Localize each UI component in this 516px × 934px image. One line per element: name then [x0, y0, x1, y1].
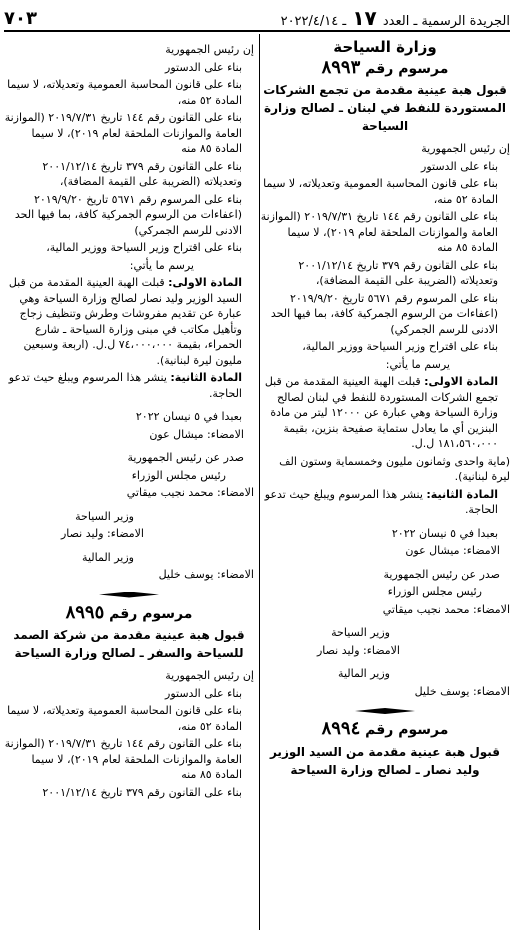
decree-title: قبول هبة عينية مقدمة من شركة الصمد للسياحة والسفر ـ لصالح وزارة السياحة — [13, 628, 245, 660]
article-one — [260, 374, 510, 452]
article-text: ينشر هذا المرسوم ويبلغ حيث تدعو الحاجة. — [264, 487, 498, 516]
tourism-minister-signature: الامضاء: وليد نصار — [316, 643, 400, 657]
finance-minister-signature: الامضاء: يوسف خليل — [414, 684, 510, 698]
article-text: قبلت الهبة العينية المقدمة من قبل السيد الوزير وليد نصار لصالح وزارة السياحة وهي عبارة عن تقديم مفروشات وطرش وتنظيف زجاج وتأهيل مكاتب في مبنى وزارة السياحة ـ شارع الحمراء، بقيمة ٧٤،٠٠٠،٠٠٠ ل.ل. (اربعة وسبعين مليون ليرة لبنانية). — [8, 276, 242, 367]
preamble-line: إن رئيس الجمهورية — [165, 43, 254, 56]
decree-number: ٨٩٩٥ — [65, 601, 105, 623]
issued-by: صدر عن رئيس الجمهورية — [127, 451, 244, 464]
article-two — [260, 487, 510, 518]
decree-number-8994 — [260, 718, 510, 739]
article-label: المادة الاولى: — [168, 276, 242, 289]
preamble-line: بناء على المرسوم رقم ٥٦٧١ تاريخ ٢٠١٩/٩/٢٠ (اعفاءات من الرسوم الجمركية كافة، بما فيها الحد الادنى للرسم الجمركي) — [14, 192, 242, 237]
running-title — [281, 6, 510, 30]
decree-label: مرسوم رقم — [365, 722, 449, 738]
preamble-line: بناء على القانون رقم ٣٧٩ تاريخ ٢٠٠١/١٢/١٤ — [42, 785, 242, 799]
tourism-minister-title: وزير السياحة — [75, 509, 134, 523]
decree-label: مرسوم رقم — [109, 605, 193, 622]
signing-date: بعبدا في ٥ نيسان ٢٠٢٢ — [135, 410, 242, 423]
article-amount-words: (ماية واحدى وثمانون مليون وخمسماية وستون الف ليرة لبنانية). — [279, 454, 510, 483]
finance-minister-signature: الامضاء: يوسف خليل — [158, 568, 254, 581]
preamble-line: إن رئيس الجمهورية — [165, 669, 254, 682]
section-separator — [99, 591, 159, 599]
article-label: المادة الثانية: — [426, 487, 498, 501]
article-two — [4, 370, 254, 401]
issue-number: ١٧ — [352, 6, 377, 30]
preamble-line: بناء على اقتراح وزير السياحة ووزير المالية، — [46, 241, 242, 254]
issue-date: ـ ٢٠٢٢/٤/١٤ — [280, 14, 347, 29]
decrees-line: يرسم ما يأتي: — [129, 258, 194, 272]
pm-title: رئيس مجلس الوزراء — [131, 468, 226, 482]
section-separator — [355, 707, 415, 715]
preamble-line: بناء على القانون رقم ٣٧٩ تاريخ ٢٠٠١/١٢/١٤ وتعديلاته (الضريبة على القيمة المضافة)، — [298, 258, 498, 287]
decree-title: قبول هبة عينية مقدمة من تجمع الشركات المستوردة للنفط في لبنان ـ لصالح وزارة السياحة — [263, 83, 507, 133]
page-number: ٧٠٣ — [4, 7, 37, 29]
preamble-line: بناء على الدستور — [421, 159, 498, 173]
article-one — [4, 275, 254, 368]
president-signature: الامضاء: ميشال عون — [149, 427, 244, 441]
preamble-line: إن رئيس الجمهورية — [421, 142, 510, 155]
article-label: المادة الثانية: — [170, 371, 242, 384]
preamble-line: بناء على قانون المحاسبة العمومية وتعديلاته، لا سيما المادة ٥٢ منه، — [7, 78, 242, 107]
preamble-line: بناء على قانون المحاسبة العمومية وتعديلاته، لا سيما المادة ٥٢ منه، — [7, 704, 242, 733]
decree-number-8995 — [4, 601, 254, 623]
left-column — [4, 34, 254, 802]
article-text: قبلت الهبة العينية المقدمة من قبل تجمع الشركات المستوردة للنفط في لبنان لصالح وزارة السياحة وهي عبارة عن ١٢٠٠٠ ليتر من مادة البنزين أي ما يعادل ستماية صفيحة بنزين، بقيمة ١٨١،٥٦٠،٠٠٠ ل.ل. — [264, 375, 498, 450]
article-label: المادة الاولى: — [424, 375, 498, 388]
finance-minister-title: وزير المالية — [338, 667, 390, 680]
preamble-line: بناء على القانون رقم ٣٧٩ تاريخ ٢٠٠١/١٢/١٤ وتعديلاته (الضريبة على القيمة المضافة)، — [42, 159, 242, 188]
preamble-line: بناء على قانون المحاسبة العمومية وتعديلاته، لا سيما المادة ٥٢ منه، — [263, 177, 498, 206]
decree-label: مرسوم رقم — [365, 60, 449, 77]
preamble-line: بناء على القانون رقم ١٤٤ تاريخ ٢٠١٩/٧/٣١ (الموازنة العامة والموازنات الملحقة لعام ٢٠١٩)، لا سيما المادة ٨٥ منه — [4, 111, 242, 155]
tourism-minister-signature: الامضاء: وليد نصار — [60, 527, 144, 540]
preamble-line: بناء على القانون رقم ١٤٤ تاريخ ٢٠١٩/٧/٣١ (الموازنة العامة والموازنات الملحقة لعام ٢٠١٩)، لا سيما المادة ٨٥ منه — [260, 210, 498, 254]
preamble-line: بناء على اقتراح وزير السياحة ووزير المالية، — [302, 340, 498, 353]
page-header — [4, 6, 510, 32]
decree-number: ٨٩٩٣ — [321, 56, 361, 78]
right-column — [260, 34, 510, 785]
decrees-line: يرسم ما يأتي: — [385, 357, 450, 371]
gazette-title: الجريدة الرسمية ـ العدد — [382, 14, 510, 29]
decree-number-8993 — [260, 56, 510, 78]
tourism-minister-title: وزير السياحة — [331, 626, 390, 639]
decree-title: قبول هبة عينية مقدمة من السيد الوزير وليد نصار ـ لصالح وزارة السياحة — [269, 744, 501, 777]
finance-minister-title: وزير المالية — [82, 550, 134, 564]
issued-by: صدر عن رئيس الجمهورية — [383, 567, 500, 581]
signing-date: بعبدا في ٥ نيسان ٢٠٢٢ — [391, 526, 498, 540]
president-signature: الامضاء: ميشال عون — [405, 544, 500, 557]
preamble-line: بناء على الدستور — [165, 60, 242, 74]
preamble-line: بناء على المرسوم رقم ٥٦٧١ تاريخ ٢٠١٩/٩/٢٠ (اعفاءات من الرسوم الجمركية كافة، بما فيها الحد الادنى للرسم الجمركي) — [270, 291, 498, 336]
pm-title: رئيس مجلس الوزراء — [387, 585, 482, 598]
ministry-heading: وزارة السياحة — [333, 38, 437, 56]
article-text: ينشر هذا المرسوم ويبلغ حيث تدعو الحاجة. — [8, 371, 242, 400]
pm-signature: الامضاء: محمد نجيب ميقاتي — [126, 486, 254, 499]
decree-number: ٨٩٩٤ — [321, 718, 361, 739]
pm-signature: الامضاء: محمد نجيب ميقاتي — [382, 602, 510, 616]
preamble-line: بناء على الدستور — [165, 686, 242, 700]
preamble-line: بناء على القانون رقم ١٤٤ تاريخ ٢٠١٩/٧/٣١ (الموازنة العامة والموازنات الملحقة لعام ٢٠١٩)، لا سيما المادة ٨٥ منه — [4, 737, 242, 781]
